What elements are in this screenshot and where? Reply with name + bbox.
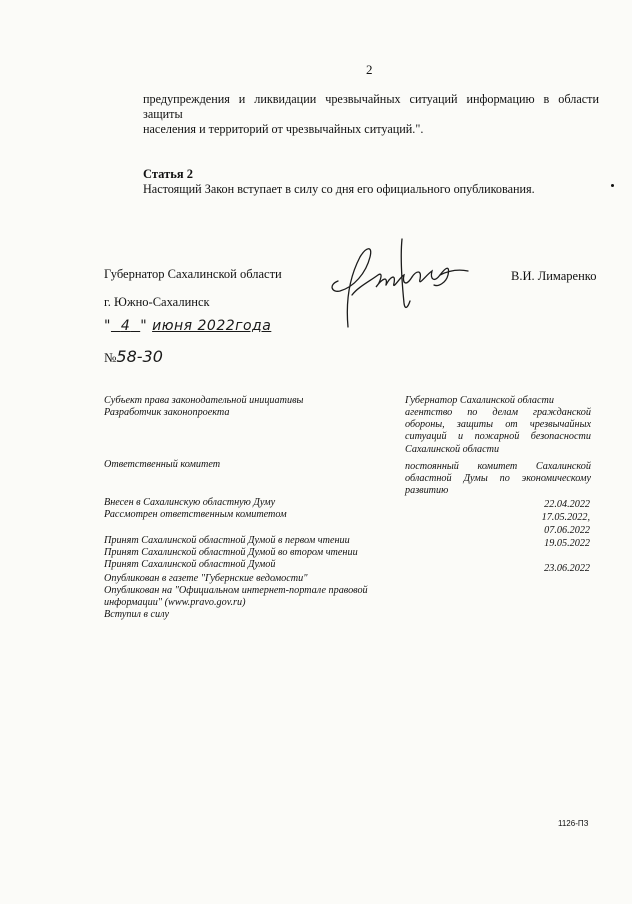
reviewed-value-2: 07.06.2022 [544,525,590,536]
number-value: 58-30 [116,347,163,366]
margin-dot [611,184,614,187]
committee-label: Ответственный комитет [104,459,221,470]
first-reading-value: 19.05.2022 [544,538,590,549]
intro-line-1: предупреждения и ликвидации чрезвычайных ситуаций информацию в области защиты [143,92,599,121]
submitted-label: Внесен в Сахалинскую областную Думу [104,497,276,508]
subject-value: Губернатор Сахалинской области [405,395,554,406]
governor-name: В.И. Лимаренко [511,269,597,283]
intro-line-2: населения и территорий от чрезвычайных ситуаций.". [143,122,424,136]
law-number [104,347,163,367]
submitted-value: 22.04.2022 [544,499,590,510]
reviewed-value-1: 17.05.2022, [541,512,590,523]
published-gazette-label: Опубликован в газете "Губернские ведомости" [104,573,308,584]
article-text: Настоящий Закон вступает в силу со дня его официального опубликования. [143,182,535,196]
committee-value: постоянный комитет Сахалинской областной Думы по экономическому развитию [405,461,591,497]
footer-code: 1126-ПЗ [558,819,589,828]
first-reading-label: Принят Сахалинской областной Думой в первом чтении [104,535,350,546]
adopted-value: 23.06.2022 [544,563,590,574]
developer-value: агентство по делам гражданской обороны, защиты от чрезвычайных ситуаций и пожарной безопасности Сахалинской области [405,407,591,455]
page-number: 2 [366,62,373,77]
developer-label: Разработчик законопроекта [104,407,230,418]
second-reading-label: Принят Сахалинской областной Думой во втором чтении [104,547,358,558]
city: г. Южно-Сахалинск [104,295,210,309]
governor-title: Губернатор Сахалинской области [104,267,282,281]
governor-signature [318,235,478,335]
adopted-label: Принят Сахалинской областной Думой [104,559,276,570]
number-prefix: № [104,350,117,365]
entered-force-label: Вступил в силу [104,609,169,620]
date-quote-open: " [104,318,111,334]
date-day: 4 [120,318,131,334]
handwritten-date [104,318,271,334]
article-title: Статья 2 [143,167,193,181]
date-month-year: июня 2022года [152,318,272,334]
published-portal-label: Опубликован на "Официальном интернет-портале правовой информации" (www.pravo.gov.ru) [104,585,368,609]
reviewed-label: Рассмотрен ответственным комитетом [104,509,287,520]
subject-label: Субъект права законодательной инициативы [104,395,304,406]
date-quote-close: " [140,318,148,334]
intro-paragraph [143,92,599,137]
